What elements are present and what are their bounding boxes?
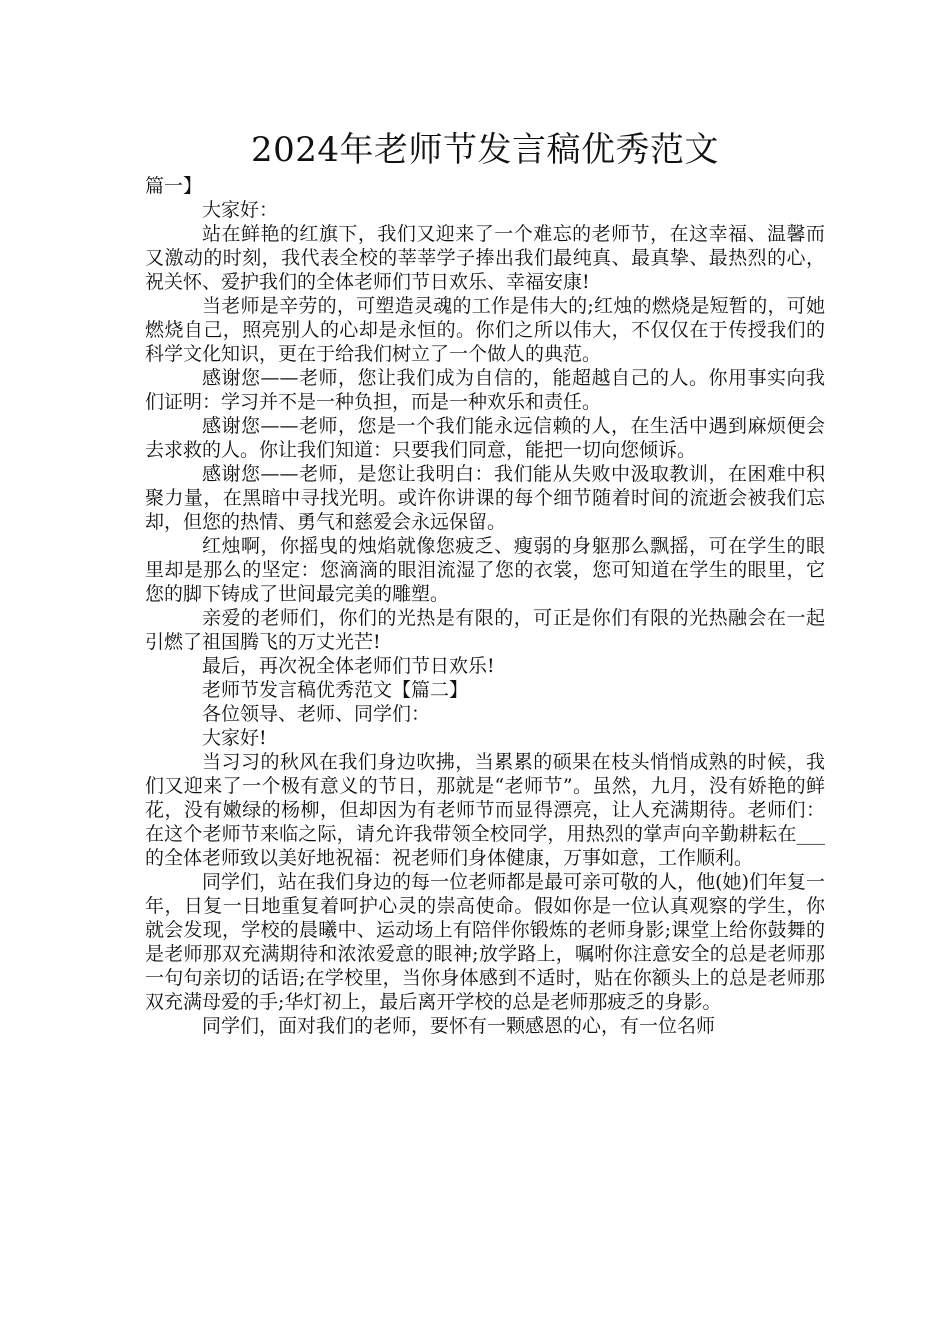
paragraph: 感谢您——老师，您是一个我们能永远信赖的人，在生活中遇到麻烦便会去求救的人。你让我们知道：只要我们同意，能把一切向您倾诉。 — [145, 415, 825, 461]
paragraph: 各位领导、老师、同学们： — [202, 703, 431, 725]
paragraph: 当习习的秋风在我们身边吹拂，当累累的硕果在枝头悄悄成熟的时候，我们又迎来了一个极有意义的节日，那就是“老师节”。虽然，九月，没有娇艳的鲜花，没有嫩绿的杨柳，但却因为有老师节而显得漂亮，让人充满期待。老师们：在这个老师节来临之际，请允许我带领全校同学，用热烈的掌声向辛勤耕耘在___的全体老师致以美好地祝福：祝老师们身体健康，万事如意，工作顺利。 — [145, 751, 825, 869]
paragraph: 大家好! — [202, 727, 267, 749]
paragraph: 站在鲜艳的红旗下，我们又迎来了一个难忘的老师节，在这幸福、温馨而又激动的时刻，我代表全校的莘莘学子捧出我们最纯真、最真挚、最热烈的心，祝关怀、爱护我们的全体老师们节日欢乐、幸福安康! — [145, 223, 825, 293]
section-heading: 老师节发言稿优秀范文【篇二】 — [202, 679, 469, 701]
document-body — [145, 198, 825, 1038]
paragraph: 感谢您——老师，是您让我明白：我们能从失败中汲取教训，在困难中积聚力量，在黑暗中寻找光明。或许你讲课的每个细节随着时间的流逝会被我们忘却，但您的热情、勇气和慈爱会永远保留。 — [145, 463, 825, 533]
paragraph: 最后，再次祝全体老师们节日欢乐! — [202, 655, 495, 677]
paragraph: 感谢您——老师，您让我们成为自信的，能超越自己的人。你用事实向我们证明：学习并不是一种负担，而是一种欢乐和责任。 — [145, 367, 825, 413]
paragraph: 红烛啊，你摇曳的烛焰就像您疲乏、瘦弱的身躯那么飘摇，可在学生的眼里却是那么的坚定：您滴滴的眼泪流湿了您的衣裳，您可知道在学生的眼里，它您的脚下铸成了世间最完美的雕塑。 — [145, 535, 825, 605]
document-page — [145, 128, 825, 1038]
paragraph: 同学们，站在我们身边的每一位老师都是最可亲可敬的人，他(她)们年复一年，日复一日地重复着呵护心灵的崇高使命。假如你是一位认真观察的学生，你就会发现，学校的晨曦中、运动场上有陪伴你锻炼的老师身影;课堂上给你鼓舞的是老师那双充满期待和浓浓爱意的眼神;放学路上，嘱咐你注意安全的总是老师那一句句亲切的话语;在学校里，当你身体感到不适时，贴在你额头上的总是老师那双充满母爱的手;华灯初上，最后离开学校的总是老师那疲乏的身影。 — [145, 871, 825, 1013]
section-label: 篇一】 — [145, 175, 203, 197]
paragraph: 亲爱的老师们，你们的光热是有限的，可正是你们有限的光热融会在一起引燃了祖国腾飞的万丈光芒! — [145, 607, 825, 653]
document-title: 2024年老师节发言稿优秀范文 — [250, 130, 720, 170]
paragraph: 同学们，面对我们的老师，要怀有一颗感恩的心，有一位名师 — [202, 1015, 716, 1037]
paragraph: 当老师是辛劳的，可塑造灵魂的工作是伟大的;红烛的燃烧是短暂的，可她燃烧自己，照亮别人的心却是永恒的。你们之所以伟大，不仅仅在于传授我们的科学文化知识，更在于给我们树立了一个做人的典范。 — [145, 295, 825, 365]
paragraph: 大家好： — [202, 199, 279, 221]
